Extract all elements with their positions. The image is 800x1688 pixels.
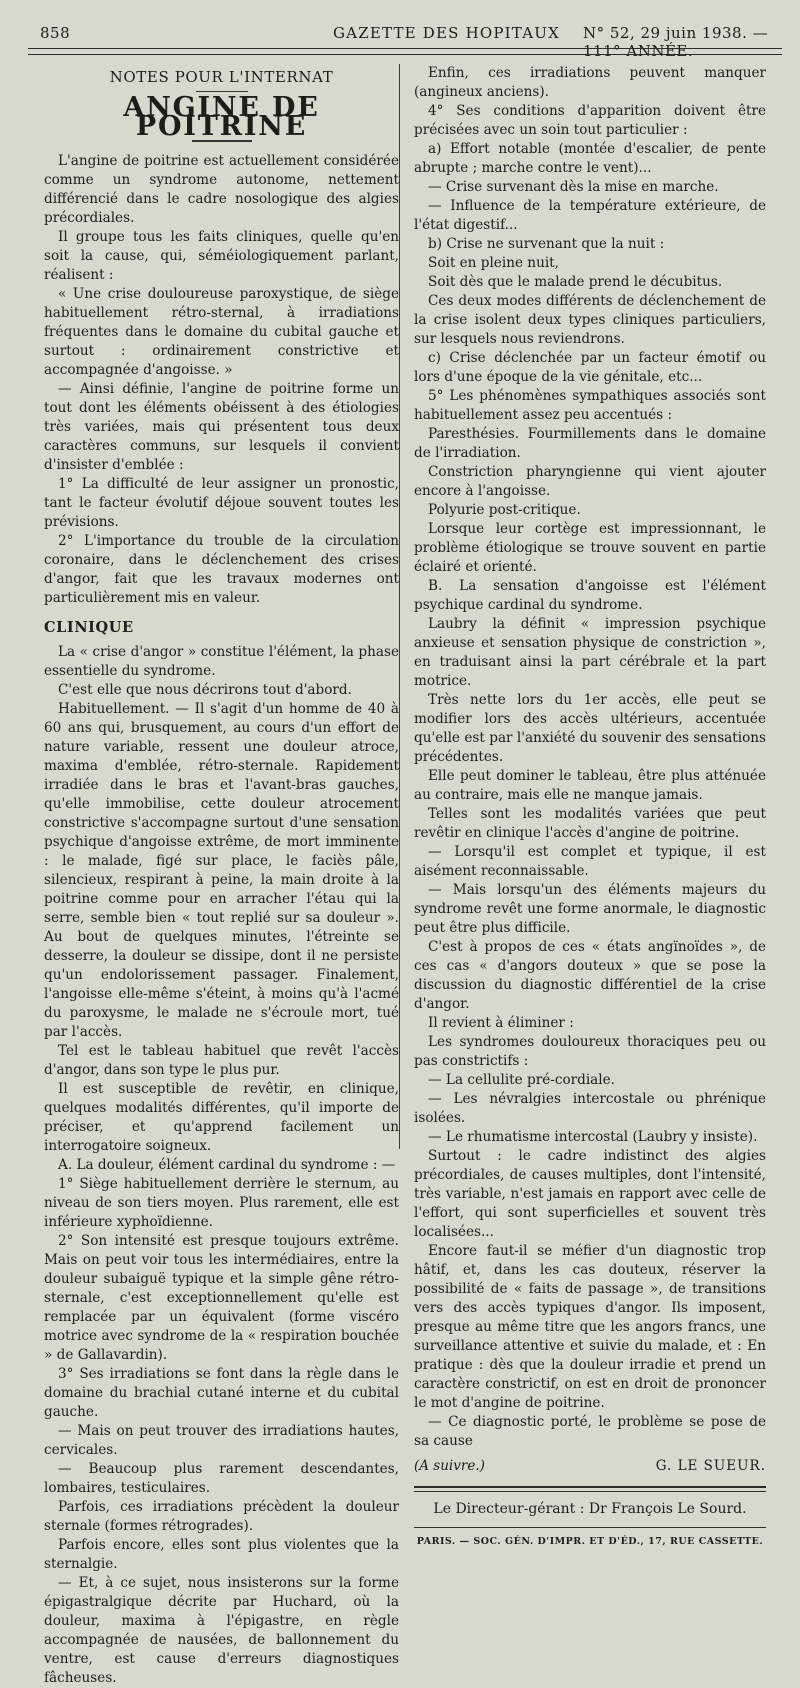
- paragraph: « Une crise douloureuse paroxystique, de siège habituellement rétro-sternal, à irradiations fréquentes dans le domaine du cubital gauche et surtout : ordinairement constrictive et accompagnée d'angoisse. »: [44, 286, 399, 378]
- header-rule-thin: [28, 54, 782, 55]
- signature-line: [414, 1457, 766, 1476]
- paragraph: Telles sont les modalités variées que peut revêtir en clinique l'accès d'angine de poitrine.: [414, 806, 766, 841]
- paragraph: Parfois encore, elles sont plus violentes que la sternalgie.: [44, 1537, 399, 1572]
- paragraph: Encore faut-il se méfier d'un diagnostic trop hâtif, et, dans les cas douteux, réserver la possibilité de « faits de passage », de transitions vers des accès typiques d'angor. Ils imposent, presque au même titre que les angors francs, une surveillance attentive et suivie du malade, et : En pratique : dès que la douleur irradie et prend un caractère constrictif, on est en droit de prononcer le mot d'angine de poitrine.: [414, 1243, 766, 1411]
- paragraph: a) Effort notable (montée d'escalier, de pente abrupte ; marche contre le vent)...: [414, 141, 766, 176]
- paragraph: Ces deux modes différents de déclenchement de la crise isolent deux types cliniques particuliers, sur lesquels nous reviendrons.: [414, 293, 766, 347]
- paragraph: — Et, à ce sujet, nous insisterons sur la forme épigastralgique décrite par Huchard, où la douleur, maxima à l'épigastre, en règle accompagnée de nausées, de ballonnement du ventre, est cause d'erreurs diagnostiques fâcheuses.: [44, 1575, 399, 1686]
- paragraph: 5° Les phénomènes sympathiques associés sont habituellement assez peu accentués :: [414, 388, 766, 423]
- paragraph: Enfin, ces irradiations peuvent manquer (angineux anciens).: [414, 65, 766, 100]
- paragraph: — Ainsi définie, l'angine de poitrine forme un tout dont les éléments obéissent à des étiologies très variées, mais qui présentent tous deux caractères communs, sur lesquels il convient d'insister d'emblée :: [44, 381, 399, 473]
- paragraph: Très nette lors du 1er accès, elle peut se modifier lors des accès ultérieurs, accentuée qu'elle est par l'anxiété du souvenir des sensations précédentes.: [414, 692, 766, 765]
- director-line: Le Directeur-gérant : Dr François Le Sourd.: [433, 1501, 747, 1517]
- end-rule-thin: [414, 1491, 766, 1492]
- director-rule: [414, 1527, 766, 1528]
- paragraph: B. La sensation d'angoisse est l'élément psychique cardinal du syndrome.: [414, 578, 766, 613]
- paragraph: Lorsque leur cortège est impressionnant, le problème étiologique se trouve souvent en partie éclairé et orienté.: [414, 521, 766, 575]
- to-be-continued: (A suivre.): [414, 1458, 485, 1474]
- journal-title: GAZETTE DES HOPITAUX: [333, 24, 560, 42]
- paragraph: Constriction pharyngienne qui vient ajouter encore à l'angoisse.: [414, 464, 766, 499]
- paragraph: Elle peut dominer le tableau, être plus atténuée au contraire, mais elle ne manque jamais.: [414, 768, 766, 803]
- paragraph: — Crise survenant dès la mise en marche.: [428, 179, 719, 195]
- paragraph: 2° Son intensité est presque toujours extrême. Mais on peut voir tous les intermédiaires, entre la douleur subaiguë typique et la simple gêne rétro-sternale, c'est exceptionnellement qu'elle est remplacée par un équivalent (forme viscéro motrice avec syndrome de la « respiration bouchée » de Gallavardin).: [44, 1233, 399, 1363]
- article-title: ANGINE DE POITRINE: [123, 92, 320, 142]
- paragraph: La « crise d'angor » constitue l'élément, la phase essentielle du syndrome.: [44, 644, 399, 679]
- paragraph: — Ce diagnostic porté, le problème se pose de sa cause: [414, 1414, 766, 1449]
- paragraph: A. La douleur, élément cardinal du syndrome : —: [58, 1157, 396, 1173]
- paragraph: Il revient à éliminer :: [428, 1015, 574, 1031]
- paragraph: c) Crise déclenchée par un facteur émotif ou lors d'une époque de la vie génitale, etc...: [414, 350, 766, 385]
- page-number: 858: [40, 24, 71, 42]
- paragraph: 1° Siège habituellement derrière le sternum, au niveau de son tiers moyen. Plus rarement, elle est inférieure xyphoïdienne.: [44, 1176, 399, 1230]
- paragraph: Il groupe tous les faits cliniques, quelle qu'en soit la cause, qui, séméiologiquement parlant, réalisent :: [44, 229, 399, 283]
- paragraph: Paresthésies. Fourmillements dans le domaine de l'irradiation.: [414, 426, 766, 461]
- section-heading-clinique: CLINIQUE: [44, 619, 134, 636]
- end-rule: [414, 1486, 766, 1488]
- paragraph: — Beaucoup plus rarement descendantes, lombaires, testiculaires.: [44, 1461, 399, 1496]
- paragraph: Parfois, ces irradiations précèdent la douleur sternale (formes rétrogrades).: [44, 1499, 399, 1534]
- paragraph: 4° Ses conditions d'apparition doivent être précisées avec un soin tout particulier :: [414, 103, 766, 138]
- paragraph: Surtout : le cadre indistinct des algies précordiales, de causes multiples, dont l'intensité, très variable, n'est jamais en rapport avec celle de l'effort, qui sont superficielles et souvent très localisées...: [414, 1148, 766, 1240]
- paragraph: — Influence de la température extérieure, de l'état digestif...: [414, 198, 766, 233]
- paragraph: Soit dès que le malade prend le décubitus.: [428, 274, 723, 290]
- paragraph: C'est elle que nous décrirons tout d'abord.: [58, 682, 352, 698]
- paragraph: L'angine de poitrine est actuellement considérée comme un syndrome autonome, nettement différencié dans le cadre nosologique des algies précordiales.: [44, 153, 399, 226]
- paragraph: — Mais lorsqu'un des éléments majeurs du syndrome revêt une forme anormale, le diagnostic peut être plus difficile.: [414, 882, 766, 936]
- paragraph: — La cellulite pré-cordiale.: [428, 1072, 616, 1088]
- paragraph: Soit en pleine nuit,: [428, 255, 559, 271]
- page-header: [28, 18, 786, 60]
- left-column: [44, 64, 399, 1688]
- paragraph: — Le rhumatisme intercostal (Laubry y insiste).: [428, 1129, 758, 1145]
- paragraph: 1° La difficulté de leur assigner un pronostic, tant le facteur évolutif déjoue souvent toutes les prévisions.: [44, 476, 399, 530]
- paragraph: Polyurie post-critique.: [428, 502, 581, 518]
- paragraph: Tel est le tableau habituel que revêt l'accès d'angor, dans son type le plus pur.: [44, 1043, 399, 1078]
- paragraph: Laubry la définit « impression psychique anxieuse et sensation physique de constriction », en traduisant ainsi la part cérébrale et la part motrice.: [414, 616, 766, 689]
- author-signature: G. LE SUEUR.: [655, 1458, 766, 1474]
- column-divider: [399, 64, 400, 1149]
- paragraph: Habituellement. — Il s'agit d'un homme de 40 à 60 ans qui, brusquement, au cours d'un effort de nature variable, ressent une douleur atroce, maxima d'emblée, rétro-sternale. Rapidement irradiée dans le bras et l'avant-bras gauches, qu'elle immobilise, cette douleur atrocement constrictive s'accompagne surtout d'une sensation psychique d'angoisse extrême, de mort imminente : le malade, figé sur place, le faciès pâle, silencieux, respirant à peine, la main droite à la poitrine comme pour en arracher l'étau qui la serre, semble bien « tout replié sur sa douleur ». Au bout de quelques minutes, l'étreinte se desserre, la douleur se dissipe, dont il ne persiste qu'un endolorissement passager. Finalement, l'angoisse elle-même s'éteint, à moins qu'à l'acmé du paroxysme, le malade ne s'écroule mort, tué par l'accès.: [44, 701, 399, 1040]
- paragraph: C'est à propos de ces « états angïnoïdes », de ces cas « d'angors douteux » que se pose la discussion du diagnostic différentiel de la crise d'angor.: [414, 939, 766, 1012]
- right-column: [414, 64, 766, 1551]
- rubric-heading: NOTES POUR L'INTERNAT: [109, 68, 334, 86]
- header-rule: [28, 48, 782, 49]
- paragraph: b) Crise ne survenant que la nuit :: [428, 236, 665, 252]
- paragraph: — Les névralgies intercostale ou phrénique isolées.: [414, 1091, 766, 1126]
- paragraph: — Mais on peut trouver des irradiations hautes, cervicales.: [44, 1423, 399, 1458]
- printer-line: PARIS. — SOC. GÉN. D'IMPR. ET D'ÉD., 17, RUE CASSETTE.: [416, 1536, 764, 1547]
- issue-info: N° 52, 29 juin 1938. — 111° ANNÉE.: [583, 24, 769, 60]
- paragraph: Il est susceptible de revêtir, en clinique, quelques modalités différentes, qu'il importe de préciser, et qu'apprend facilement un interrogatoire soigneux.: [44, 1081, 399, 1154]
- paragraph: Les syndromes douloureux thoraciques peu ou pas constrictifs :: [414, 1034, 766, 1069]
- paragraph: 3° Ses irradiations se font dans la règle dans le domaine du brachial cutané interne et du cubital gauche.: [44, 1366, 399, 1420]
- paragraph: — Lorsqu'il est complet et typique, il est aisément reconnaissable.: [414, 844, 766, 879]
- paragraph: 2° L'importance du trouble de la circulation coronaire, dans le déclenchement des crises d'angor, fait que les travaux modernes ont particulièrement mis en valeur.: [44, 533, 399, 606]
